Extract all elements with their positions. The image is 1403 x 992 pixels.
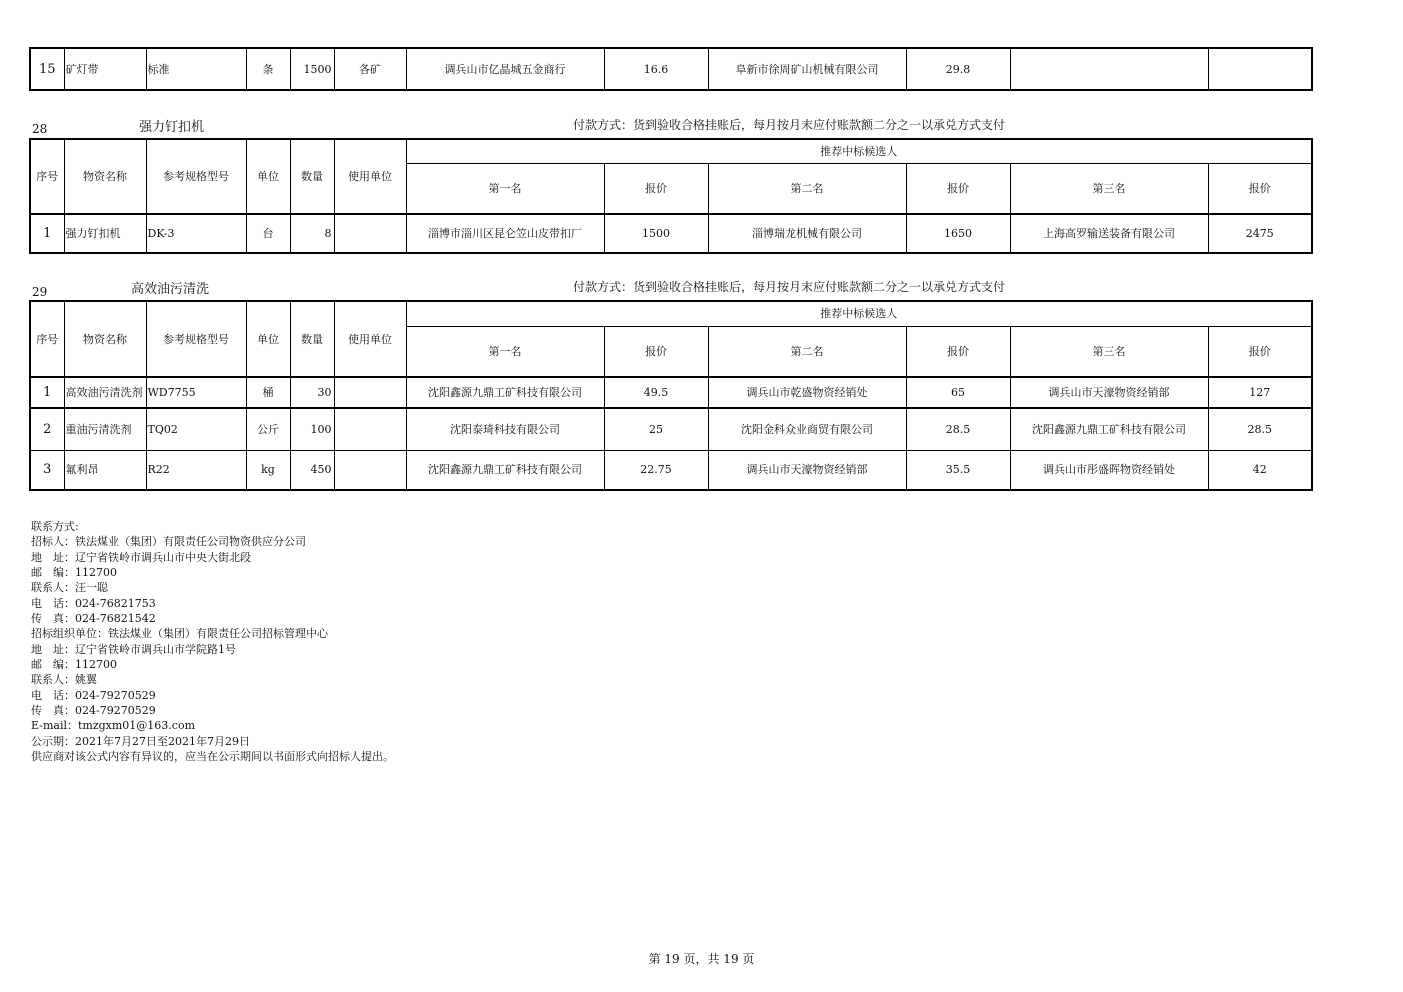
header-row: [30, 301, 1312, 326]
header-price: 报价: [1208, 326, 1312, 377]
cell-user: [334, 450, 406, 490]
cell-third-price: 28.5: [1208, 408, 1312, 450]
header-candidates: 推荐中标候选人: [406, 301, 1312, 326]
header-qty: 数量: [290, 139, 334, 214]
cell-second-price: 65: [906, 377, 1010, 408]
cell-second-price: 29.8: [906, 48, 1010, 90]
cell-unit: 公斤: [246, 408, 290, 450]
cell-second: 沈阳金科众业商贸有限公司: [708, 408, 906, 450]
cell-name: 重油污清洗剂: [64, 408, 146, 450]
cell-first: 沈阳鑫源九鼎工矿科技有限公司: [406, 450, 604, 490]
table-row: [30, 214, 1312, 253]
cell-seq: 3: [30, 450, 64, 490]
contact-line: 邮 编：112700: [31, 566, 117, 580]
cell-third: [1010, 48, 1208, 90]
cell-name: 高效油污清洗剂: [64, 377, 146, 408]
cell-second-price: 35.5: [906, 450, 1010, 490]
section-title: 强力钉扣机: [139, 120, 205, 135]
cell-second-price: 28.5: [906, 408, 1010, 450]
cell-seq: 2: [30, 408, 64, 450]
header-row: [30, 139, 1312, 163]
contact-line: 公示期：2021年7月27日至2021年7月29日: [31, 734, 250, 748]
contact-line: 地 址：辽宁省铁岭市调兵山市中央大街北段: [31, 550, 251, 564]
section-28-table: [29, 138, 1313, 254]
cell-spec: WD7755: [146, 377, 246, 408]
section-number: 29: [32, 285, 48, 299]
cell-third-price: 2475: [1208, 214, 1312, 253]
contact-info: [31, 519, 394, 765]
header-price: 报价: [906, 163, 1010, 214]
cell-spec: TQ02: [146, 408, 246, 450]
cell-first: 调兵山市亿晶城五金商行: [406, 48, 604, 90]
header-seq: 序号: [30, 301, 64, 377]
payment-terms: 付款方式：货到验收合格挂账后，每月按月末应付账款额二分之一以承兑方式支付: [573, 280, 1006, 294]
contact-line: 联系人：汪一聪: [31, 581, 108, 595]
header-first: 第一名: [406, 326, 604, 377]
cell-qty: 30: [290, 377, 334, 408]
contact-line: 邮 编：112700: [31, 658, 117, 672]
cell-first: 沈阳鑫源九鼎工矿科技有限公司: [406, 377, 604, 408]
header-qty: 数量: [290, 301, 334, 377]
contact-line: 联系人：姚翼: [31, 673, 97, 687]
table-row: [30, 377, 1312, 408]
header-third: 第三名: [1010, 163, 1208, 214]
cell-qty: 100: [290, 408, 334, 450]
cell-third-price: 127: [1208, 377, 1312, 408]
cell-name: 矿灯带: [64, 48, 146, 90]
payment-terms: 付款方式：货到验收合格挂账后，每月按月末应付账款额二分之一以承兑方式支付: [573, 118, 1006, 132]
cell-name: 强力钉扣机: [64, 214, 146, 253]
cell-first-price: 49.5: [604, 377, 708, 408]
cell-user: [334, 214, 406, 253]
header-second: 第二名: [708, 326, 906, 377]
contact-line: 传 真：024-79270529: [31, 704, 156, 718]
cell-qty: 1500: [290, 48, 334, 90]
cell-unit: 条: [246, 48, 290, 90]
table-row: [30, 450, 1312, 490]
cell-second-price: 1650: [906, 214, 1010, 253]
contact-line: 招标人：铁法煤业（集团）有限责任公司物资供应分公司: [31, 535, 306, 549]
cell-first: 淄博市淄川区昆仑笠山皮带扣厂: [406, 214, 604, 253]
header-candidates: 推荐中标候选人: [406, 139, 1312, 163]
cell-third-price: 42: [1208, 450, 1312, 490]
cell-user: [334, 377, 406, 408]
cell-second: 阜新市徐周矿山机械有限公司: [708, 48, 906, 90]
cell-spec: R22: [146, 450, 246, 490]
cell-seq: 1: [30, 377, 64, 408]
header-second: 第二名: [708, 163, 906, 214]
cell-third: 调兵山市彤盛晖物资经销处: [1010, 450, 1208, 490]
cell-qty: 8: [290, 214, 334, 253]
cell-unit: 台: [246, 214, 290, 253]
header-spec: 参考规格型号: [146, 139, 246, 214]
contact-line: 招标组织单位：铁法煤业（集团）有限责任公司招标管理中心: [31, 627, 328, 641]
cell-user: 各矿: [334, 48, 406, 90]
header-third: 第三名: [1010, 326, 1208, 377]
cell-first: 沈阳泰琦科技有限公司: [406, 408, 604, 450]
cell-second: 淄博瑞龙机械有限公司: [708, 214, 906, 253]
cell-first-price: 1500: [604, 214, 708, 253]
table-row: [30, 48, 1312, 90]
cell-first-price: 22.75: [604, 450, 708, 490]
contact-line: E-mail：tmzgxm01@163.com: [31, 719, 196, 733]
cell-user: [334, 408, 406, 450]
header-user: 使用单位: [334, 139, 406, 214]
cell-name: 氟利昂: [64, 450, 146, 490]
section-29-table: [29, 300, 1313, 491]
cell-unit: kg: [246, 450, 290, 490]
contact-line: 供应商对该公式内容有异议的，应当在公示期间以书面形式向招标人提出。: [31, 750, 394, 764]
cell-second: 调兵山市乾盛物资经销处: [708, 377, 906, 408]
cell-third: 沈阳鑫源九鼎工矿科技有限公司: [1010, 408, 1208, 450]
contact-line: 电 话：024-76821753: [31, 596, 156, 610]
page-number: 第 19 页，共 19 页: [648, 952, 755, 966]
header-price: 报价: [604, 163, 708, 214]
cell-unit: 桶: [246, 377, 290, 408]
header-unit: 单位: [246, 139, 290, 214]
top-table: [29, 47, 1313, 91]
cell-first-price: 16.6: [604, 48, 708, 90]
cell-third: 调兵山市天濠物资经销部: [1010, 377, 1208, 408]
contact-line: 联系方式:: [31, 520, 79, 533]
header-seq: 序号: [30, 139, 64, 214]
cell-first-price: 25: [604, 408, 708, 450]
cell-spec: DK-3: [146, 214, 246, 253]
cell-qty: 450: [290, 450, 334, 490]
contact-line: 传 真：024-76821542: [31, 612, 156, 626]
table-row: [30, 408, 1312, 450]
contact-line: 电 话：024-79270529: [31, 688, 156, 702]
header-spec: 参考规格型号: [146, 301, 246, 377]
cell-second: 调兵山市天濠物资经销部: [708, 450, 906, 490]
cell-third: 上海高罗输送装备有限公司: [1010, 214, 1208, 253]
header-price: 报价: [604, 326, 708, 377]
header-user: 使用单位: [334, 301, 406, 377]
header-price: 报价: [1208, 163, 1312, 214]
contact-line: 地 址：辽宁省铁岭市调兵山市学院路1号: [31, 642, 236, 656]
section-title: 高效油污清洗: [131, 282, 210, 297]
cell-spec: 标准: [146, 48, 246, 90]
cell-third-price: [1208, 48, 1312, 90]
header-first: 第一名: [406, 163, 604, 214]
header-name: 物资名称: [64, 301, 146, 377]
header-name: 物资名称: [64, 139, 146, 214]
section-number: 28: [32, 122, 48, 136]
cell-seq: 1: [30, 214, 64, 253]
header-price: 报价: [906, 326, 1010, 377]
cell-seq: 15: [30, 48, 64, 90]
header-unit: 单位: [246, 301, 290, 377]
